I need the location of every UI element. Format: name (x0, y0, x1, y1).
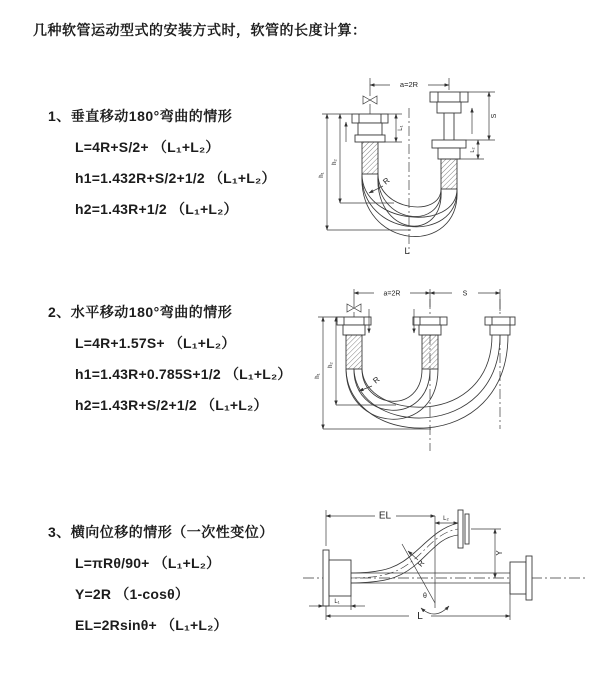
formula-y: Y=2R （1-cosθ） (75, 586, 190, 602)
label-l1: L₁ (334, 599, 340, 605)
page-title: 几种软管运动型式的安装方式时，软管的长度计算： (33, 22, 367, 38)
label-radius: R (415, 558, 427, 569)
dimension-h1 (318, 317, 431, 429)
label-h1: h₁ (315, 373, 321, 379)
right-pipe-flange (485, 317, 515, 335)
label-length: L (417, 611, 423, 622)
section-vertical-180 (48, 106, 276, 230)
section-1-heading: 1、垂直移动180°弯曲的情形 (48, 108, 233, 124)
radius-construction-line (402, 544, 435, 603)
left-pipe-flange (337, 317, 371, 335)
right-braid-section (441, 159, 457, 189)
formula-l: L=πRθ/90+ （L₁+L₂） (75, 555, 221, 571)
section-lateral-displacement (48, 522, 274, 646)
label-s: S (491, 113, 498, 119)
formula-l: L=4R+1.57S+ （L₁+L₂） (75, 335, 236, 351)
section-2-heading: 2、水平移动180°弯曲的情形 (48, 304, 233, 320)
left-flange (323, 550, 351, 606)
label-radius: R (371, 374, 382, 386)
valve-icon (363, 96, 377, 114)
diagram-horizontal-180-bend (312, 281, 587, 456)
middle-pipe-flange (413, 317, 447, 335)
left-pipe-flange (352, 114, 388, 142)
label-a2r: a=2R (399, 79, 419, 89)
middle-braid-section (422, 335, 438, 369)
label-h1: h₁ (319, 172, 325, 178)
label-el: EL (378, 510, 392, 522)
label-h2: h₂ (328, 362, 334, 368)
radius-leader (408, 551, 418, 560)
label-length: L (404, 246, 410, 256)
right-flange (510, 556, 532, 600)
formula-h1: h1=1.43R+0.785S+1/2 （L₁+L₂） (75, 366, 292, 382)
formula-l: L=4R+S/2+ （L₁+L₂） (75, 139, 220, 155)
right-pipe-flange (430, 92, 468, 159)
displaced-hose (351, 523, 458, 583)
label-l2: L₂ (470, 147, 476, 153)
label-angle: θ (423, 593, 427, 600)
label-y: Y (495, 550, 504, 556)
section-3-heading: 3、横向位移的情形（一次性变位） (48, 524, 274, 540)
formula-h2: h2=1.43R+1/2 （L₁+L₂） (75, 201, 238, 217)
formula-el: EL=2Rsinθ+ （L₁+L₂） (75, 617, 228, 633)
label-a2r: a=2R (383, 290, 401, 298)
label-l2: L₂ (443, 516, 449, 522)
left-braid-section (346, 335, 362, 369)
diagram-lateral-displacement (295, 498, 595, 653)
formula-h1: h1=1.432R+S/2+1/2 （L₁+L₂） (75, 170, 276, 186)
diagram-vertical-180-bend (312, 70, 587, 260)
label-s: S (462, 290, 468, 298)
label-l1: L₁ (398, 125, 404, 131)
label-radius: R (381, 175, 392, 187)
section-horizontal-180 (48, 302, 292, 426)
label-h2: h₂ (332, 159, 338, 165)
formula-h2: h2=1.43R+S/2+1/2 （L₁+L₂） (75, 397, 268, 413)
upper-flange (458, 510, 469, 548)
left-braid-section (362, 142, 378, 174)
